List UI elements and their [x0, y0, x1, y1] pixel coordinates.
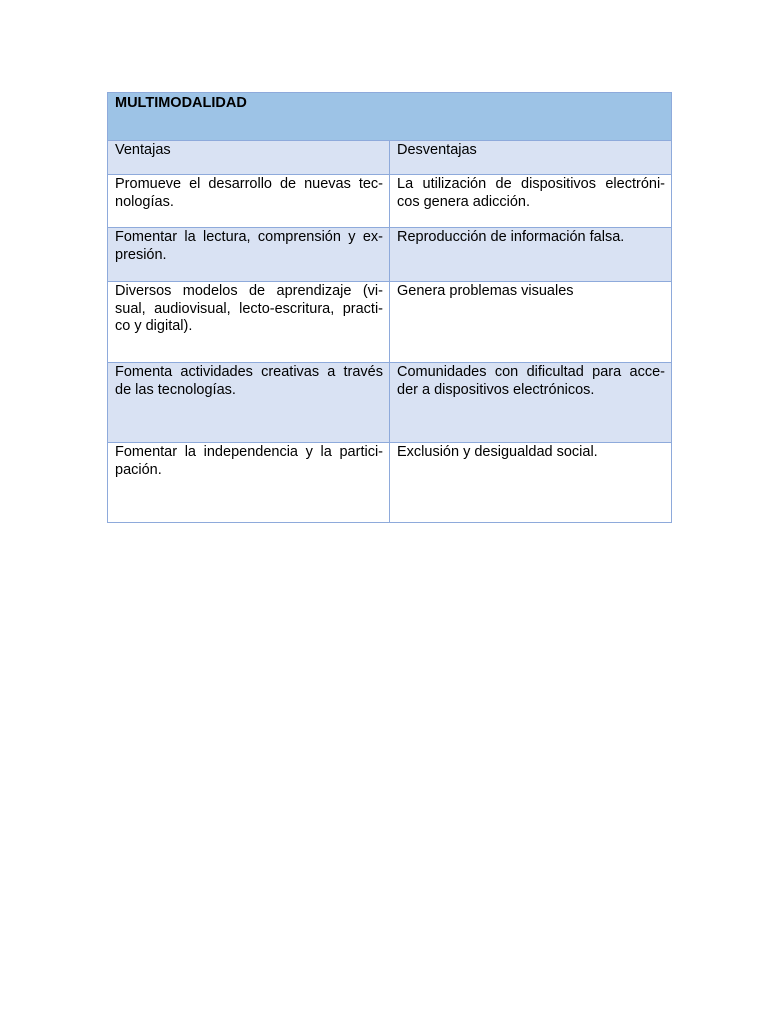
table-row [108, 363, 672, 443]
desventaja-cell: Comunidades con dificultad para acce-der a dispositivos electrónicos. [390, 363, 672, 443]
ventaja-cell: Promueve el desarrollo de nuevas tec-nologías. [108, 175, 390, 228]
ventaja-cell: Fomenta actividades creativas a través de las tecnologías. [108, 363, 390, 443]
table-header-row [108, 141, 672, 175]
desventaja-cell: Genera problemas visuales [390, 282, 672, 363]
ventaja-cell: Diversos modelos de aprendizaje (vi-sual, audiovisual, lecto-escritura, practi-co y digital). [108, 282, 390, 363]
table-row [108, 282, 672, 363]
table-row [108, 175, 672, 228]
ventaja-cell: Fomentar la independencia y la partici-pación. [108, 443, 390, 523]
table-row [108, 443, 672, 523]
desventaja-cell: Reproducción de información falsa. [390, 228, 672, 282]
ventaja-cell: Fomentar la lectura, comprensión y ex-presión. [108, 228, 390, 282]
table-title-row [108, 93, 672, 141]
desventaja-cell: La utilización de dispositivos electróni-cos genera adicción. [390, 175, 672, 228]
header-ventajas: Ventajas [108, 141, 390, 175]
header-desventajas: Desventajas [390, 141, 672, 175]
multimodalidad-table [107, 92, 672, 523]
desventaja-cell: Exclusión y desigualdad social. [390, 443, 672, 523]
table-row [108, 228, 672, 282]
table-title: MULTIMODALIDAD [108, 93, 672, 141]
